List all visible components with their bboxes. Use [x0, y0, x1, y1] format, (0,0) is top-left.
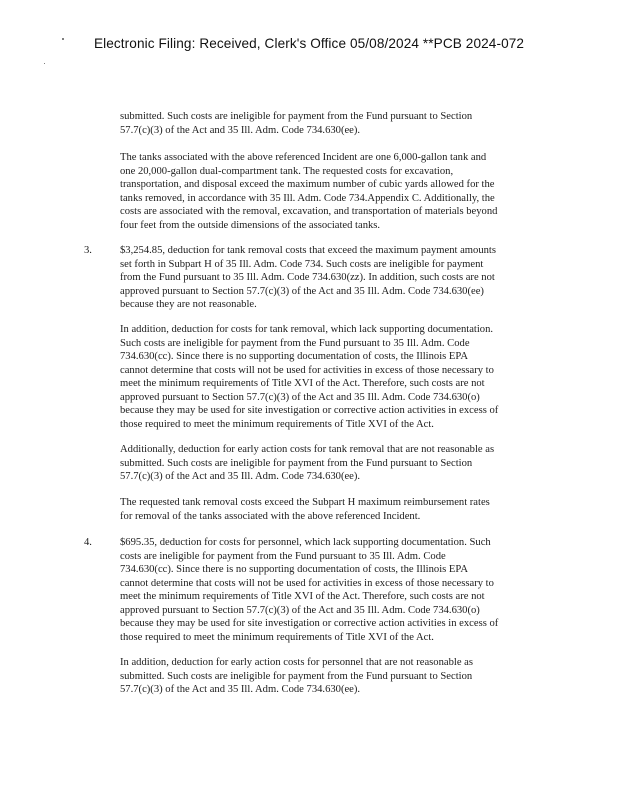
- text-line: from the Fund pursuant to 35 Ill. Adm. Code 734.630(zz). In addition, such costs are not: [120, 272, 495, 283]
- text-line: $695.35, deduction for costs for personnel, which lack supporting documentation. Such: [120, 537, 491, 548]
- paragraph-early-action-personnel: [120, 656, 532, 697]
- paragraph-continuation: [120, 110, 532, 137]
- filing-stamp-header: Electronic Filing: Received, Clerk's Office 05/08/2024 **PCB 2024-072: [93, 36, 525, 51]
- text-line: because they are not reasonable.: [120, 299, 257, 310]
- text-line: for removal of the tanks associated with the above referenced Incident.: [120, 510, 421, 522]
- text-line: because they may be used for site investigation or corrective action activities in excess of: [120, 405, 499, 416]
- item-number-4: 4.: [84, 537, 92, 548]
- paragraph-subpart-h-rates: [120, 496, 532, 523]
- text-line: set forth in Subpart H of 35 Ill. Adm. Code 734. Such costs are ineligible for payment: [120, 258, 484, 270]
- text-line: 57.7(c)(3) of the Act and 35 Ill. Adm. Code 734.630(ee).: [120, 471, 361, 482]
- text-line: submitted. Such costs are ineligible for payment from the Fund pursuant to Section: [120, 111, 473, 122]
- text-line: meet the minimum requirements of Title XVI of the Act. Therefore, such costs are not: [120, 591, 485, 602]
- paragraph-tanks: [120, 151, 532, 232]
- text-line: meet the minimum requirements of Title XVI of the Act. Therefore, such costs are not: [120, 378, 485, 389]
- text-line: submitted. Such costs are ineligible for payment from the Fund pursuant to Section: [120, 670, 473, 682]
- text-line: 57.7(c)(3) of the Act and 35 Ill. Adm. Code 734.630(ee).: [120, 124, 361, 136]
- text-line: approved pursuant to Section 57.7(c)(3) of the Act and 35 Ill. Adm. Code 734.630(ee): [120, 285, 484, 297]
- text-line: those required to meet the minimum requirements of Title XVI of the Act.: [120, 418, 434, 430]
- text-line: costs are ineligible for payment from the Fund pursuant to 35 Ill. Adm. Code: [120, 550, 446, 562]
- text-line: cannot determine that costs will not be used for activities in excess of those necessary to: [120, 364, 494, 376]
- paragraph-item-4: [120, 536, 532, 644]
- text-line: tanks removed, in accordance with 35 Ill. Adm. Code 734.Appendix C. Additionally, the: [120, 192, 495, 204]
- text-line: 57.7(c)(3) of the Act and 35 Ill. Adm. Code 734.630(ee).: [120, 684, 361, 695]
- paragraph-tank-removal-documentation: [120, 323, 532, 431]
- text-line: Such costs are ineligible for payment from the Fund pursuant to 35 Ill. Adm. Code: [120, 337, 470, 349]
- text-line: transportation, and disposal exceed the maximum number of cubic yards allowed for the: [120, 179, 495, 190]
- scan-speck: [44, 63, 45, 64]
- text-line: $3,254.85, deduction for tank removal costs that exceed the maximum payment amounts: [120, 245, 496, 256]
- text-line: four feet from the outside dimensions of the associated tanks.: [120, 219, 381, 231]
- text-line: costs are associated with the removal, excavation, and transportation of materials beyond: [120, 206, 498, 217]
- text-line: Additionally, deduction for early action costs for tank removal that are not reasonable as: [120, 444, 495, 455]
- text-line: approved pursuant to Section 57.7(c)(3) of the Act and 35 Ill. Adm. Code 734.630(o): [120, 391, 480, 403]
- text-line: 734.630(cc). Since there is no supporting documentation of costs, the Illinois EPA: [120, 351, 468, 362]
- text-line: In addition, deduction for costs for tank removal, which lack supporting documentation.: [120, 324, 494, 335]
- text-line: those required to meet the minimum requirements of Title XVI of the Act.: [120, 631, 434, 643]
- item-number-3: 3.: [84, 245, 92, 256]
- text-line: 734.630(cc). Since there is no supporting documentation of costs, the Illinois EPA: [120, 564, 468, 575]
- text-line: submitted. Such costs are ineligible for payment from the Fund pursuant to Section: [120, 457, 473, 469]
- paragraph-item-3: [120, 244, 532, 312]
- text-line: approved pursuant to Section 57.7(c)(3) of the Act and 35 Ill. Adm. Code 734.630(o): [120, 604, 480, 616]
- text-line: cannot determine that costs will not be used for activities in excess of those necessary to: [120, 577, 494, 589]
- text-line: The tanks associated with the above referenced Incident are one 6,000-gallon tank and: [120, 152, 487, 163]
- text-line: because they may be used for site investigation or corrective action activities in excess of: [120, 618, 499, 629]
- text-line: one 20,000-gallon dual-compartment tank. The requested costs for excavation,: [120, 165, 454, 177]
- paragraph-early-action-tank-removal: [120, 443, 532, 484]
- text-line: The requested tank removal costs exceed the Subpart H maximum reimbursement rates: [120, 497, 490, 508]
- text-line: In addition, deduction for early action costs for personnel that are not reasonable as: [120, 657, 474, 668]
